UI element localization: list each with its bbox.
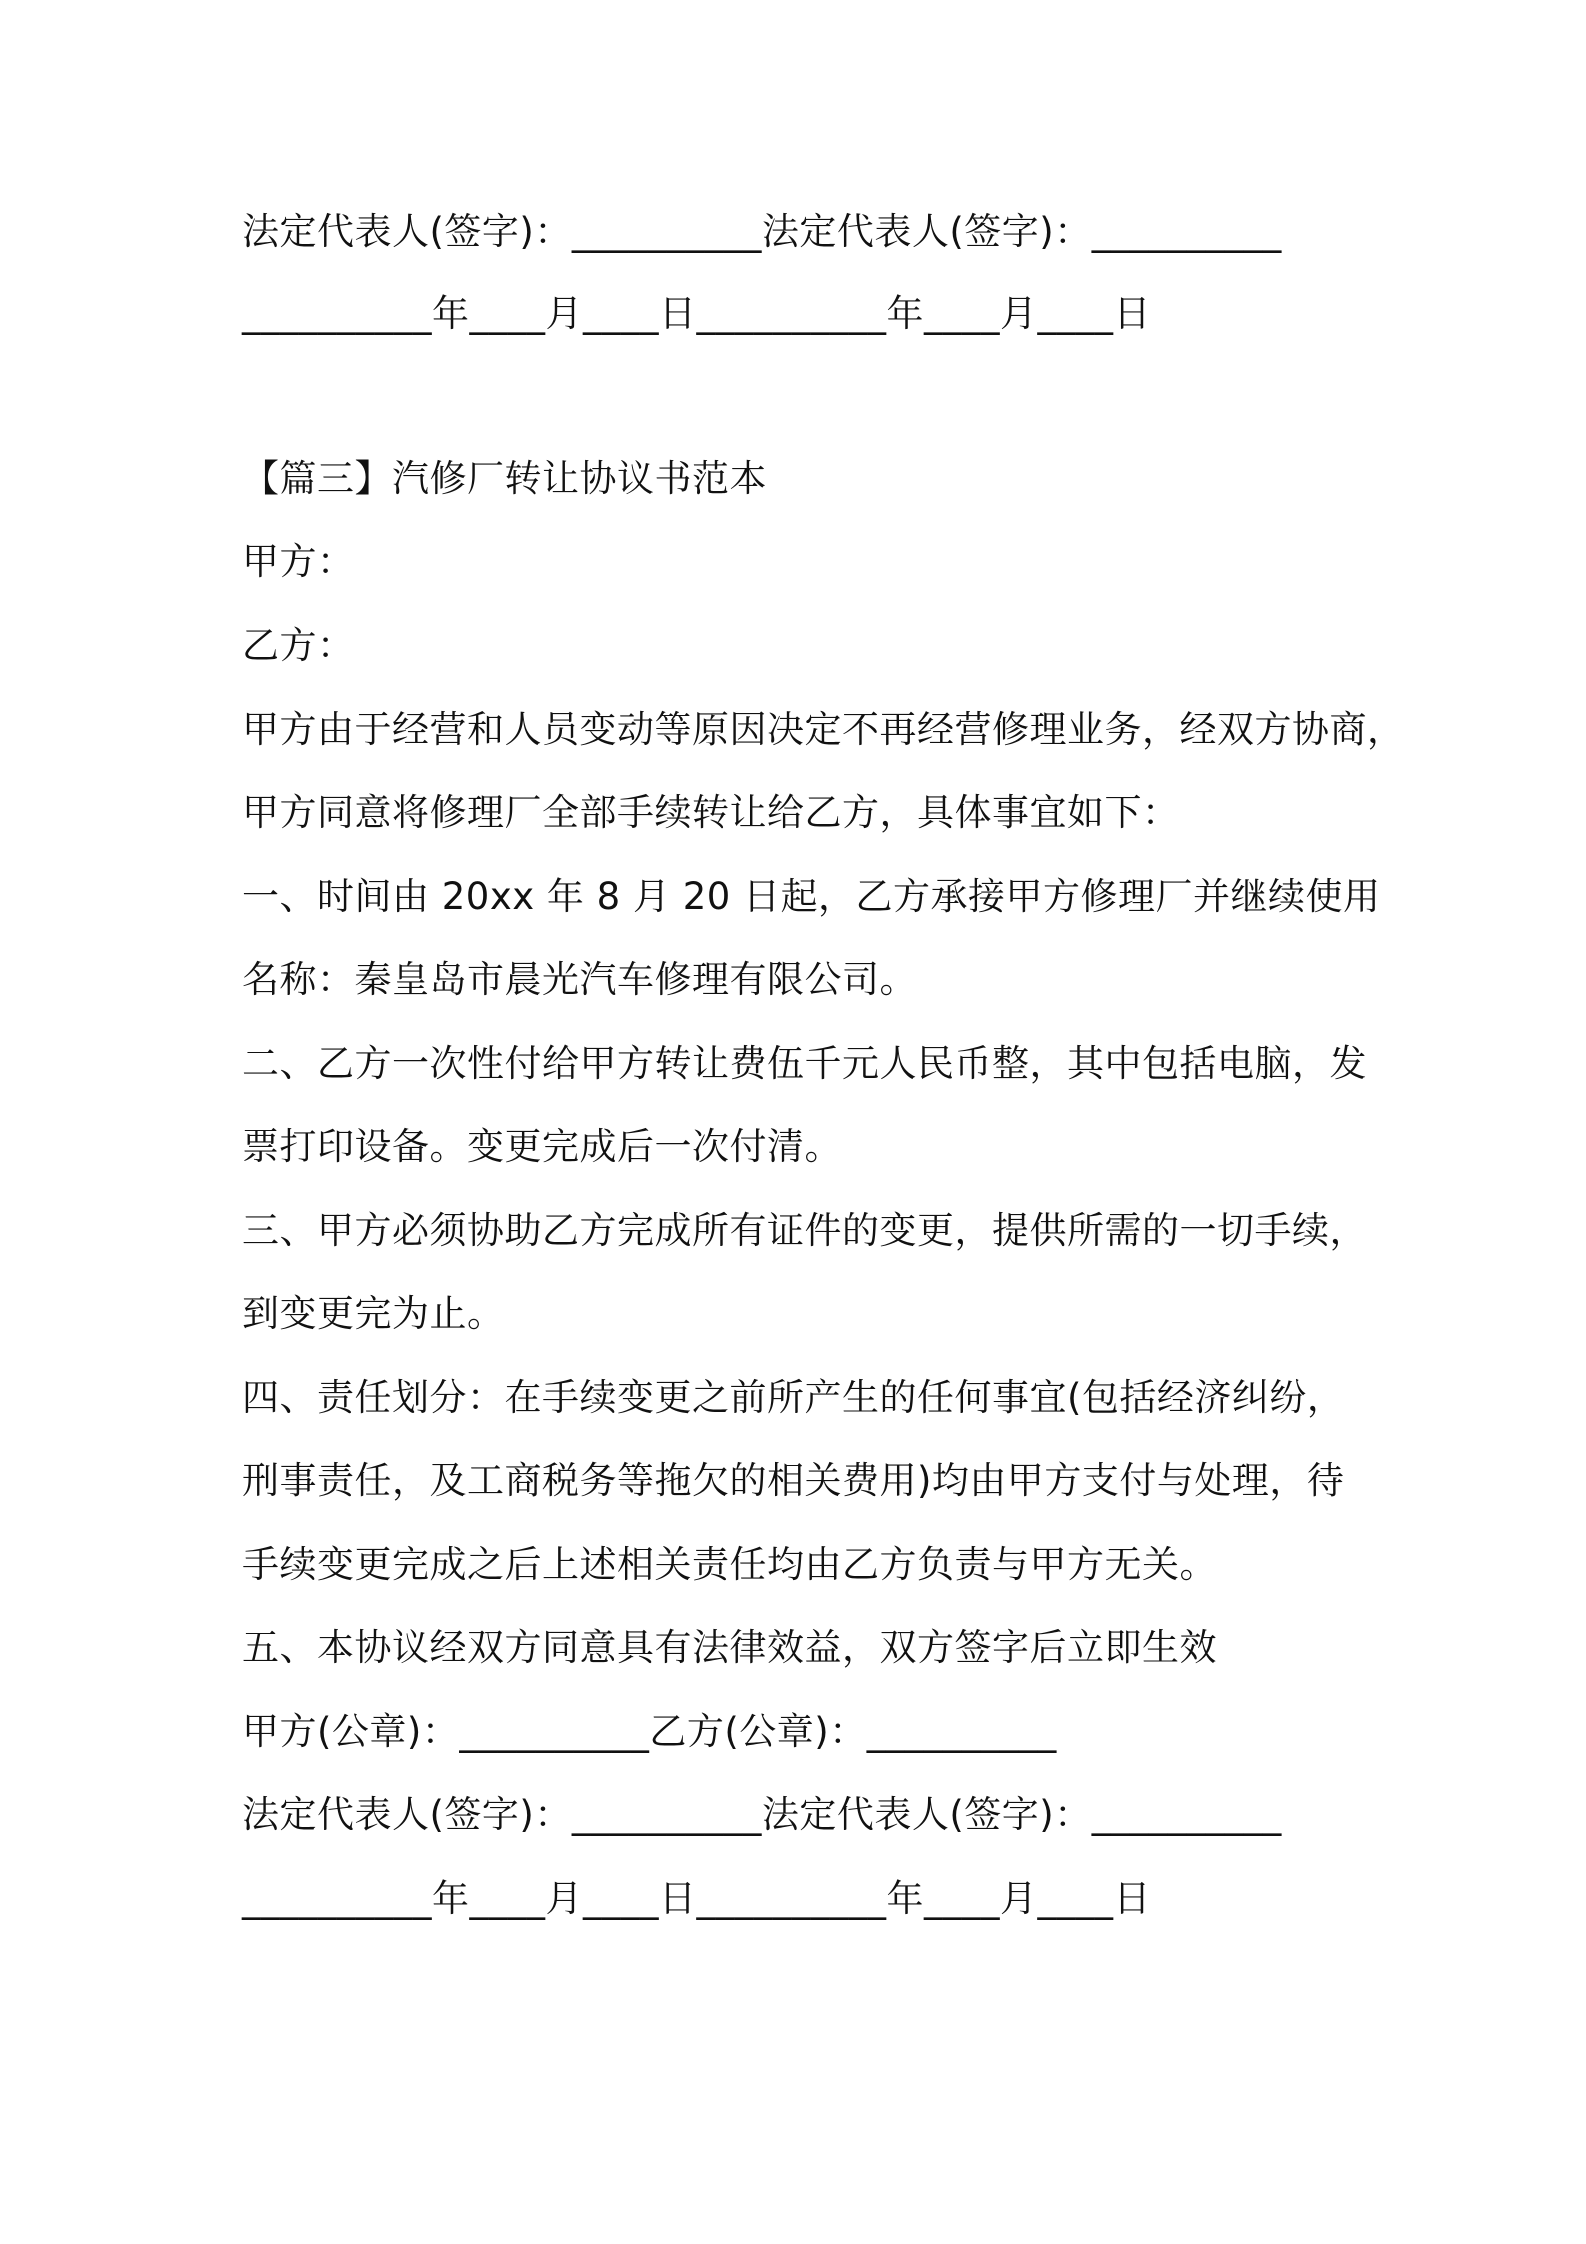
clause-line: 票打印设备。变更完成后一次付清。: [242, 1125, 842, 1168]
intro-paragraph-line: 甲方同意将修理厂全部手续转让给乙方，具体事宜如下：: [242, 791, 1180, 834]
legal-representative-signature-line: 法定代表人(签字)：__________法定代表人(签字)：__________: [242, 210, 1282, 253]
legal-representative-signature-line: 法定代表人(签字)：__________法定代表人(签字)：__________: [242, 1793, 1282, 1836]
clause-line: 五、本协议经双方同意具有法律效益，双方签字后立即生效: [242, 1626, 1217, 1669]
clause-line: 到变更完为止。: [242, 1292, 505, 1335]
clause-line: 二、乙方一次性付给甲方转让费伍千元人民币整，其中包括电脑，发: [242, 1042, 1367, 1085]
clause-line: 名称：秦皇岛市晨光汽车修理有限公司。: [242, 958, 917, 1001]
intro-paragraph-line: 甲方由于经营和人员变动等原因决定不再经营修理业务，经双方协商，: [242, 708, 1405, 751]
clause-line: 三、甲方必须协助乙方完成所有证件的变更，提供所需的一切手续，: [242, 1209, 1367, 1252]
signature-date-line: __________年____月____日__________年____月____日: [242, 1877, 1151, 1920]
party-b-label: 乙方：: [242, 624, 355, 667]
section-heading: 【篇三】汽修厂转让协议书范本: [242, 457, 767, 500]
company-seal-line: 甲方(公章)：__________乙方(公章)：__________: [242, 1710, 1057, 1753]
signature-date-line: __________年____月____日__________年____月____日: [242, 292, 1151, 335]
party-a-label: 甲方：: [242, 540, 355, 583]
clause-line: 四、责任划分：在手续变更之前所产生的任何事宜(包括经济纠纷，: [242, 1376, 1345, 1419]
clause-line: 刑事责任，及工商税务等拖欠的相关费用)均由甲方支付与处理，待: [242, 1459, 1345, 1502]
clause-line: 一、时间由 20xx 年 8 月 20 日起，乙方承接甲方修理厂并继续使用: [242, 875, 1381, 918]
clause-line: 手续变更完成之后上述相关责任均由乙方负责与甲方无关。: [242, 1543, 1217, 1586]
